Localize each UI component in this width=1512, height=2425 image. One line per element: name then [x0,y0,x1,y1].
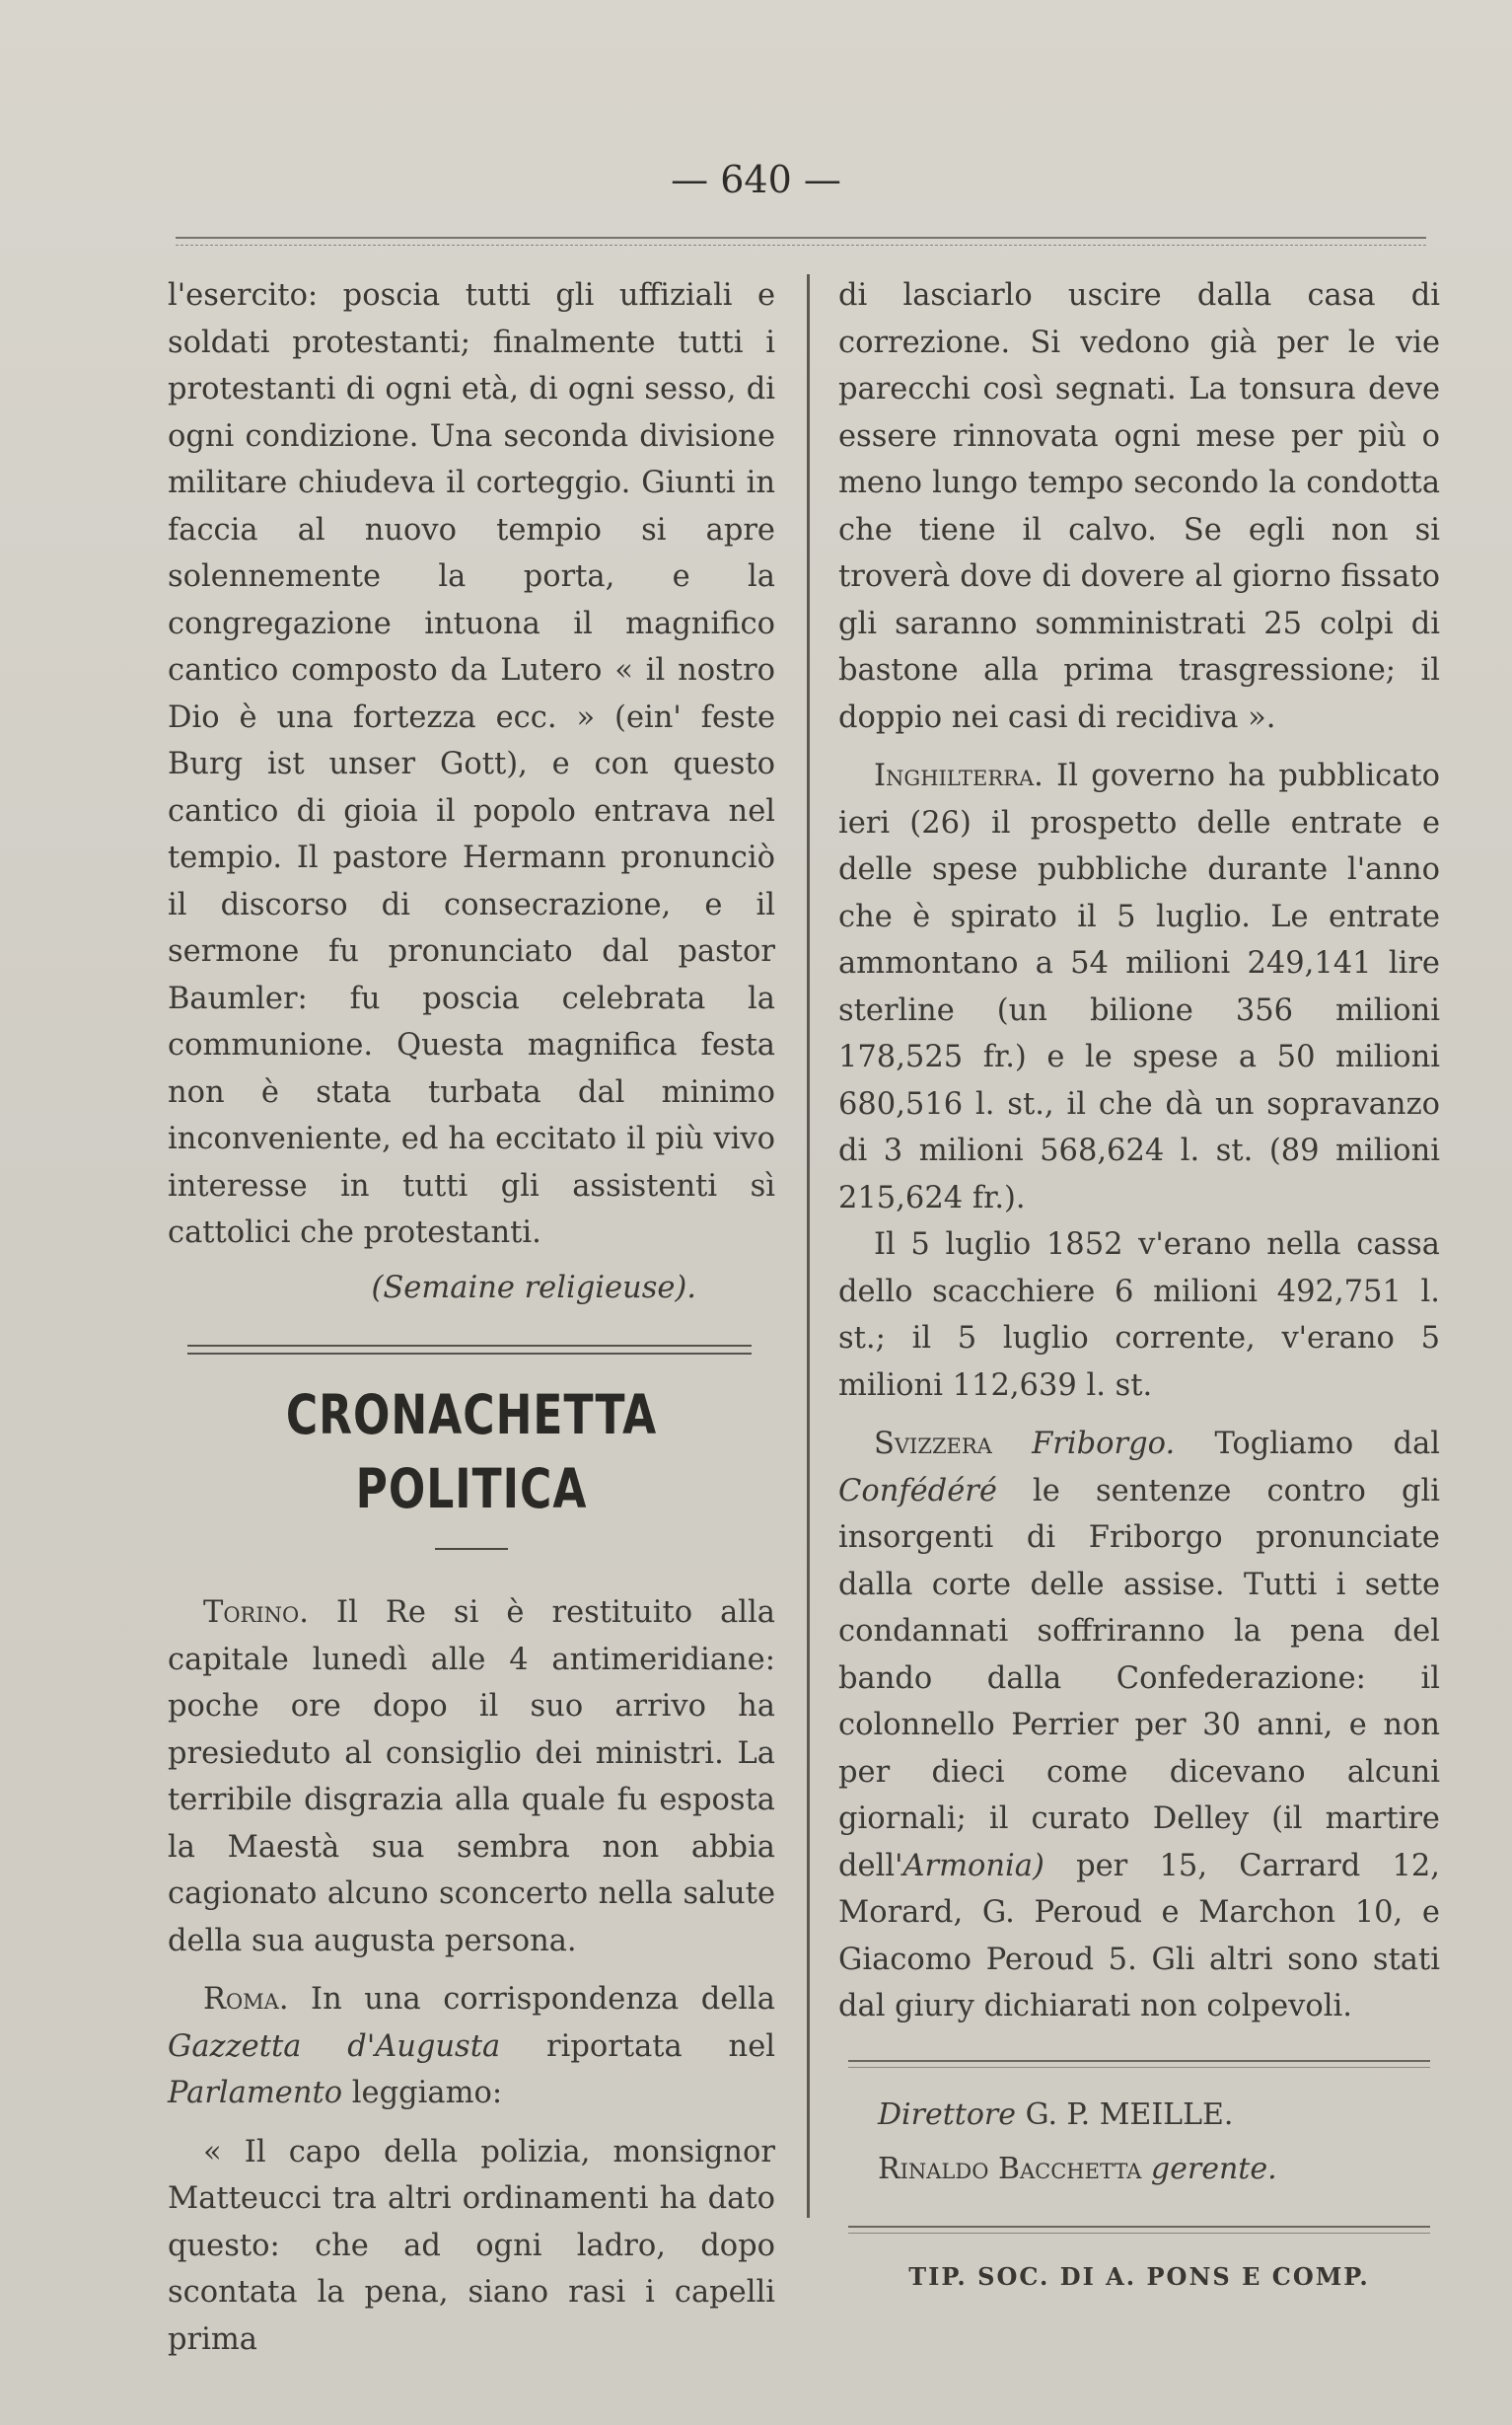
news-item-svizzera [838,1421,1440,2030]
direttore-name: G. P. MEILLE. [1025,2096,1234,2132]
dateline-torino: Torino. [203,1595,309,1630]
article-continuation: l'esercito: poscia tutti gli uffiziali e soldati protestanti; finalmente tutti i protestanti di ogni età, di ogni sesso, di ogni condizione. Una seconda divisione militare chiudeva il corteggio. Giunti in faccia al nuovo tempio si apre solennemente la porta, e la congregazione intuona il magnifico cantico composto da Lutero « il nostro Dio è una fortezza ecc. » (ein' feste Burg ist unser Gott), e con questo cantico di gioia il popolo entrava nel tempio. Il pastore Hermann pronunciò il discorso di consecrazione, e il sermone fu pronunciato dal pastor Baumler: fu poscia celebrata la communione. Questa magnifica festa non è stata turbata dal minimo inconveniente, ed ha eccitato il più vivo interesse in tutti gli assistenti sì cattolici che protestanti. [168,278,775,1250]
section-heading: CRONACHETTA POLITICA [285,1384,658,1521]
svizzera-confedere: Confédéré [838,1473,997,1508]
printer-imprint: TIP. SOC. DI A. PONS E COMP. [908,2261,1370,2291]
section-rule [187,1345,752,1355]
right-column [838,272,1440,2300]
torino-text: Il Re si è restituito alla capitale lunedì alle 4 antimeridiane: poche ore dopo il suo arrivo ha presieduto al consiglio dei ministri. La terribile disgrazia alla quale fu esposta la Maestà sua sembra non abbia cagionato alcuno sconcerto nella salute della sua augusta persona. [168,1595,775,1958]
roma-text-1: In una corrispondenza della [311,1982,775,2017]
heading-underline [435,1548,508,1550]
roma-parlamento: Parlamento [168,2076,343,2110]
director-credit [838,2088,1440,2142]
credits-rule [848,2060,1430,2068]
roma-text-3: leggiamo: [351,2076,503,2110]
dateline-inghilterra: Inghilterra. [874,759,1044,793]
svizzera-text-3: per 15, Carrard 12, Morard, G. Peroud e Marchon 10, e Giacomo Peroud 5. Gli altri sono stati dal giury dichiarati non colpevoli. [838,1848,1441,2023]
news-item-inghilterra [838,753,1440,1221]
news-item-scacchiere: Il 5 luglio 1852 v'erano nella cassa dello scacchiere 6 milioni 492,751 l. st.; il 5 luglio corrente, v'erano 5 milioni 112,639 l. st. [838,1227,1440,1403]
top-rule [176,237,1426,246]
column-divider [807,274,810,2218]
dateline-roma: Roma. [203,1982,289,2017]
roma-text-2: riportata nel [546,2028,776,2064]
manager-credit [838,2142,1440,2196]
printer-rule [848,2226,1430,2234]
roma-quote-continuation: di lasciarlo uscire dalla casa di correzione. Si vedono già per le vie parecchi così segnati. La tonsura deve essere rinnovata ogni mese per più o meno lungo tempo secondo la condotta che tiene il calvo. Se egli non si troverà dove di dovere al giorno fissato gli saranno somministrati 25 colpi di bastone alla prima trasgressione; il doppio nei casi di recidiva ». [838,278,1440,735]
gerente-name: Rinaldo Bacchetta [878,2151,1142,2186]
svizzera-text-2: le sentenze contro gli insorgenti di Friborgo pronunciate dalla corte delle assise. Tutti i sette condannati soffriranno la pena del bando dalla Confederazione: il colonnello Perrier per 30 anni, e non per dieci come dicevano alcuni giornali; il curato Delley (il martire dell' [838,1473,1440,1883]
news-item-torino [168,1589,775,1964]
roma-gazzetta: Gazzetta d'Augusta [168,2028,501,2064]
direttore-label: Direttore [878,2096,1017,2132]
gerente-label: gerente. [1150,2151,1277,2186]
inghilterra-text: Il governo ha pubblicato ieri (26) il prospetto delle entrate e delle spese pubbliche durante l'anno che è spirato il 5 luglio. Le entrate ammontano a 54 milioni 249,141 lire sterline (un bilione 356 milioni 178,525 fr.) e le spese a 50 milioni 680,516 l. st., il che dà un sopravanzo di 3 milioni 568,624 l. st. (89 milioni 215,624 fr.). [838,759,1440,1215]
roma-quote: « Il capo della polizia, monsignor Matteucci tra altri ordinamenti ha dato questo: che ad ogni ladro, dopo scontata la pena, siano rasi i capelli prima [168,2134,775,2357]
svizzera-text-1: Togliamo dal [1214,1427,1441,1461]
svizzera-armonia: Armonia) [902,1848,1044,1883]
article-source: (Semaine religieuse). [371,1270,696,1305]
left-column [168,272,775,2363]
page-number: — 640 — [671,158,841,201]
news-item-roma [168,1976,775,2117]
svizzera-place: Friborgo. [1032,1427,1176,1461]
dateline-svizzera: Svizzera [874,1427,992,1461]
